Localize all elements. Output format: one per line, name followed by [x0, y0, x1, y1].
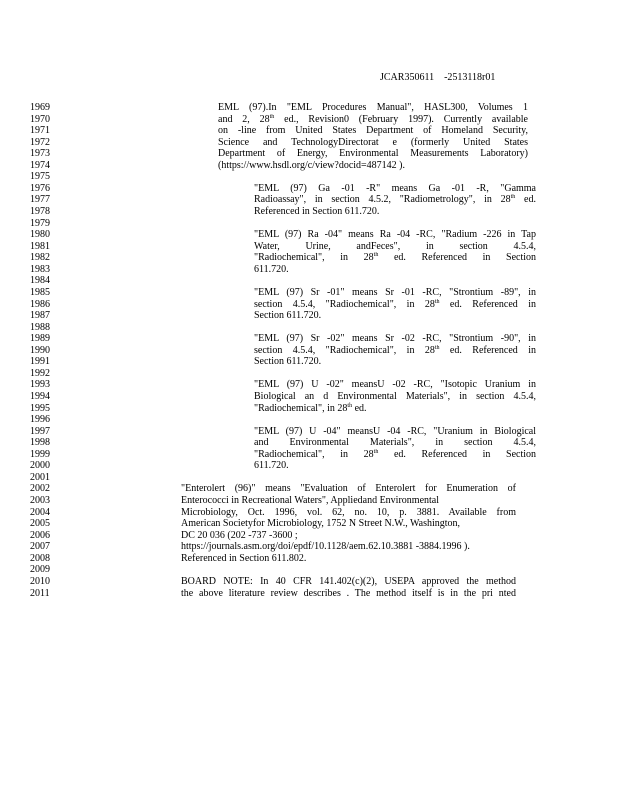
line-text [254, 241, 536, 253]
line-number: 2005 [30, 518, 50, 530]
line-text-continuation: ed. [352, 402, 367, 414]
document-line [0, 564, 618, 576]
line-text [254, 183, 536, 195]
line-number: 1983 [30, 263, 50, 275]
line-text-main: DC 20 036 (202 -737 -3600 ; [181, 529, 298, 541]
line-text [181, 576, 516, 588]
line-number: 1970 [30, 113, 50, 125]
line-number: 1979 [30, 217, 50, 229]
document-line [0, 437, 618, 449]
line-text-main: "Radiochemical", in 28 [254, 252, 374, 264]
document-line [0, 218, 618, 230]
line-text-main: Water, Urine, andFeces", in section 4.5.4, [254, 240, 536, 252]
line-number: 2011 [30, 587, 50, 599]
document-line [0, 449, 618, 461]
line-text-main: "EML (97) U -04" meansU -04 -RC, "Uranium in Biological [254, 425, 536, 437]
line-text-main: Referenced in Section 611.802. [181, 552, 307, 564]
document-line [0, 530, 618, 542]
line-number: 2009 [30, 564, 50, 576]
document-line [0, 368, 618, 380]
line-text [181, 588, 516, 600]
line-number: 1985 [30, 286, 50, 298]
line-text-main: "EML (97) Sr -02" means Sr -02 -RC, "Strontium -90", in [254, 333, 536, 345]
document-line [0, 472, 618, 484]
line-number: 2003 [30, 495, 50, 507]
line-number: 1978 [30, 206, 50, 218]
line-text-main: 611.720. [254, 460, 289, 472]
line-text [218, 148, 528, 160]
document-line [0, 194, 618, 206]
line-text-main: Science and TechnologyDirectorat e (formerly United States [218, 136, 528, 148]
line-number: 2008 [30, 552, 50, 564]
document-line [0, 460, 618, 472]
ordinal-superscript: th [510, 194, 516, 201]
ordinal-superscript: th [434, 344, 440, 351]
line-text-main: "Radiochemical", in 28 [254, 448, 374, 460]
line-number: 1974 [30, 159, 50, 171]
line-text [254, 379, 536, 391]
document-line [0, 287, 618, 299]
document-line [0, 160, 618, 172]
line-text-main: "EML (97) Ra -04" means Ra -04 -RC, "Radium -226 in Tap [254, 229, 536, 241]
document-line [0, 391, 618, 403]
ordinal-superscript: th [269, 113, 275, 120]
line-text [254, 252, 536, 264]
document-line [0, 102, 618, 114]
line-text-continuation: ed. Referenced in [439, 344, 536, 356]
document-line [0, 322, 618, 334]
line-text [218, 160, 405, 172]
line-text [181, 483, 516, 495]
document-line [0, 553, 618, 565]
line-number: 1981 [30, 240, 50, 252]
document-line [0, 148, 618, 160]
line-number: 1973 [30, 148, 50, 160]
document-line [0, 125, 618, 137]
line-number: 2001 [30, 471, 50, 483]
line-text [254, 345, 536, 357]
line-number: 1969 [30, 102, 50, 113]
line-text [181, 495, 439, 507]
line-text-continuation: ed. [515, 194, 536, 206]
line-number: 2006 [30, 529, 50, 541]
line-text-main: "EML (97) U -02" meansU -02 -RC, "Isotopic Uranium in [254, 379, 536, 391]
line-text [254, 194, 536, 206]
line-number: 1975 [30, 171, 50, 183]
document-line [0, 299, 618, 311]
line-text-main: the above literature review describes . The method itself is in the pri nted [181, 587, 516, 599]
ordinal-superscript: th [373, 448, 379, 455]
document-line [0, 264, 618, 276]
line-number: 1982 [30, 252, 50, 264]
line-text [218, 137, 528, 149]
document-line [0, 356, 618, 368]
line-text-main: BOARD NOTE: In 40 CFR 141.402(c)(2), USEPA approved the method [181, 575, 516, 587]
line-text-main: "Enterolert (96)" means "Evaluation of Enterolert for Enumeration of [181, 483, 516, 495]
line-number: 1986 [30, 298, 50, 310]
document-line [0, 588, 618, 600]
line-text [181, 518, 460, 530]
document-line [0, 426, 618, 438]
document-line [0, 137, 618, 149]
line-text [254, 299, 536, 311]
document-line [0, 114, 618, 126]
document-line [0, 483, 618, 495]
line-text-main: 611.720. [254, 263, 289, 275]
line-text-main: Section 611.720. [254, 310, 322, 322]
line-text-main: Section 611.720. [254, 356, 322, 368]
line-text [181, 507, 516, 519]
line-number: 1976 [30, 182, 50, 194]
line-number: 2007 [30, 541, 50, 553]
line-text-main: and 2, 28 [218, 113, 270, 125]
line-text-continuation: ed. Referenced in [439, 298, 536, 310]
document-line [0, 183, 618, 195]
line-number: 1998 [30, 437, 50, 449]
line-text [254, 356, 321, 368]
line-text [181, 530, 298, 542]
line-text-main: EML (97).In "EML Procedures Manual", HASL300, Volumes 1 [218, 102, 528, 113]
line-text [181, 541, 470, 553]
line-text-main: Microbiology, Oct. 1996, vol. 62, no. 10, p. 3881. Available from [181, 506, 516, 518]
line-number: 1996 [30, 414, 50, 426]
line-text-main: section 4.5.4, "Radiochemical", in 28 [254, 298, 435, 310]
line-text-main: Enterococci in Recreational Waters", Appliedand Environmental [181, 495, 440, 507]
line-number: 1994 [30, 391, 50, 402]
document-line [0, 403, 618, 415]
document-line [0, 333, 618, 345]
line-text [218, 114, 528, 126]
document-id-header: JCAR350611 -2513118r01 [380, 72, 496, 83]
line-number: 1980 [30, 229, 50, 241]
document-line [0, 229, 618, 241]
document-line [0, 171, 618, 183]
line-text-main: Biological an d Environmental Materials", in section 4.5.4, [254, 391, 536, 402]
line-text [254, 449, 536, 461]
document-line [0, 576, 618, 588]
document-line [0, 414, 618, 426]
line-text-main: Department of Energy, Environmental Measurements Laboratory) [218, 148, 528, 160]
line-text [254, 287, 536, 299]
document-line [0, 507, 618, 519]
line-text-main: section 4.5.4, "Radiochemical", in 28 [254, 344, 435, 356]
ordinal-superscript: th [347, 402, 353, 409]
line-text [254, 310, 321, 322]
line-text-continuation: ed. Referenced in Section [378, 252, 536, 264]
line-text [254, 437, 536, 449]
line-number: 1991 [30, 356, 50, 368]
line-text-main: Referenced in Section 611.720. [254, 206, 380, 218]
line-text [254, 206, 379, 218]
line-number: 1992 [30, 367, 50, 379]
line-number: 1995 [30, 402, 50, 414]
line-number: 2010 [30, 575, 50, 587]
line-number: 1999 [30, 448, 50, 460]
document-line [0, 495, 618, 507]
line-number: 1984 [30, 275, 50, 287]
line-text-main: and Environmental Materials", in section 4.5.4, [254, 437, 536, 449]
document-line [0, 275, 618, 287]
line-text [254, 403, 367, 415]
line-number: 1993 [30, 379, 50, 391]
line-text-main: (https://www.hsdl.org/c/view?docid=487142 ). [218, 159, 406, 171]
line-number: 1987 [30, 310, 50, 322]
document-line [0, 252, 618, 264]
line-text [254, 229, 536, 241]
document-line [0, 345, 618, 357]
line-text-continuation: ed., Revision0 (February 1997). Currently available [274, 113, 528, 125]
line-number: 1997 [30, 425, 50, 437]
ordinal-superscript: th [373, 252, 379, 259]
line-text [218, 125, 528, 137]
line-text-main: American Societyfor Microbiology, 1752 N Street N.W., Washington, [181, 518, 461, 530]
line-text [254, 391, 536, 403]
line-number: 1990 [30, 344, 50, 356]
line-number: 1977 [30, 194, 50, 206]
line-number: 2000 [30, 460, 50, 472]
line-text [254, 426, 536, 438]
line-text-main: Radioassay", in section 4.5.2, "Radiometrology", in 28 [254, 194, 511, 206]
line-text-main: on -line from United States Department of Homeland Security, [218, 125, 528, 137]
document-line [0, 518, 618, 530]
line-number: 2002 [30, 483, 50, 495]
document-line [0, 206, 618, 218]
line-number: 1972 [30, 136, 50, 148]
ordinal-superscript: th [434, 298, 440, 305]
document-line [0, 379, 618, 391]
line-number: 1988 [30, 321, 50, 333]
line-text [254, 333, 536, 345]
document-line [0, 241, 618, 253]
line-text [254, 460, 289, 472]
line-number: 1971 [30, 125, 50, 137]
line-number: 2004 [30, 506, 50, 518]
document-line [0, 541, 618, 553]
line-text-main: "EML (97) Sr -01" means Sr -01 -RC, "Strontium -89", in [254, 286, 536, 298]
line-text-main: https://journals.asm.org/doi/epdf/10.1128/aem.62.10.3881 -3884.1996 ). [181, 541, 470, 553]
line-text [181, 553, 306, 565]
line-text [218, 102, 528, 114]
line-number: 1989 [30, 333, 50, 345]
line-text-main: "Radiochemical", in 28 [254, 402, 348, 414]
document-line [0, 310, 618, 322]
line-text [254, 264, 289, 276]
line-text-main: "EML (97) Ga -01 -R" means Ga -01 -R, "Gamma [254, 182, 536, 194]
line-text-continuation: ed. Referenced in Section [378, 448, 536, 460]
